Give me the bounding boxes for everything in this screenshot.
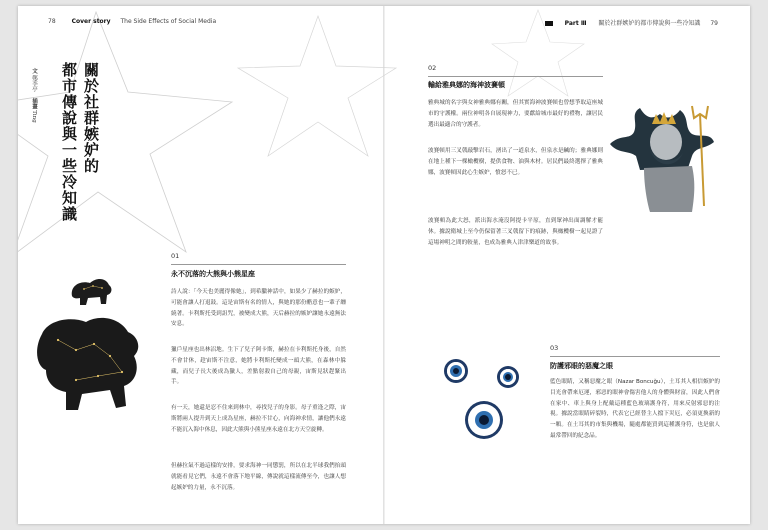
evil-eye-charm [444,359,468,383]
feature-title-line1: 關於社群嫉妒的 [82,62,100,174]
section-paragraph: 藍色眼睛，又稱惡魔之眼（Nazar Boncuğu），土耳其人相信嫉妒的目光會帶來厄運，邪惡的眼神會傷害他人的身體與財富，因此人們會在家中、車上與身上配戴這種藍色玻璃護身符，用來反射邪惡的注視。據說當眼睛碎裂時，代表它已經替主人擋下災厄，必須更換新的一顆。在土耳其的市集與機場，隨處都能買到這種護身符，也是旅人最常帶回的紀念品。 [550,379,720,439]
section-paragraph: 波賽頓為此大怒，派出海水淹沒阿提卡平原，直到眾神出面調解才罷休。據說衛城上至今仍保留著三叉戟留下的痕跡，與橄欖樹一起見證了這場神明之間的較量，也成為雅典人津津樂道的故事。 [428,218,603,246]
section-divider [171,264,346,265]
section-paragraph: 有一天，她還是忍不住來到林中，尋找兒子的身影。母子重逢之際，宙斯將兩人提升到天上成為星座，赫拉不甘心，向海神求情，讓他們永遠不能沉入海中休息，因此大熊與小熊星座永遠在北方天空旋轉。 [171,405,346,433]
writer-name: 鄭季亭 [31,75,37,92]
section-marker-icon [545,21,553,26]
section-paragraph: 獵戶星座也出林沼地。生下了兒子阿卡斯，赫拉在卡利斯托身後，自然不會甘休，趁宙斯不注意，她將卡利斯托變成一頭大熊，在森林中躲藏，而兒子長大後成為獵人，差點射殺自己的母親，宙斯見狀趕緊出手。 [171,347,346,386]
left-header-subtitle: The Side Effects of Social Media [120,18,217,25]
left-section-label: Cover story [71,18,111,25]
section-paragraph: 但赫拉氣不過這樣的安排，要求海神一同懲罰，所以在北半球我們抬頭就能看見它們，永遠不會落下地平線，傳說就這樣流傳至今，也讓人想起嫉妒的力量，永不沉落。 [171,463,346,491]
right-section-label: Part Ⅲ [564,20,587,27]
magazine-spread [18,6,750,524]
section-paragraph: 波賽頓用三叉戟敲擊岩石，湧出了一道泉水，但泉水是鹹的；雅典娜則在地上種下一棵橄欖樹，提供食物、油與木材。居民們最終選擇了雅典娜，波賽頓因此心生嫉妒，憤怒不已。 [428,148,603,176]
poseidon-illustration [600,94,718,214]
section-title: 輸給雅典娜的海神波賽頓 [428,81,505,89]
section-number: 01 [171,252,180,260]
left-page-number: 78 [48,18,56,25]
left-page-header [48,18,216,25]
section-number: 03 [550,344,559,352]
right-page-number: 79 [710,20,718,27]
section-number: 02 [428,64,437,72]
section-title: 防護邪眼的惡魔之眼 [550,362,613,370]
right-header-subtitle: 關於社群嫉妒的都市傳說與一些冷知識 [598,20,701,27]
section-paragraph: 詩人說：「今天也美麗得像她」，到希臘神話中，如果少了赫拉的嫉妒，可能會讓人打退鼓。這是宙斯有名的情人，與她的那份醋意也一輩子纏繞著。卡利斯托受到詛咒，被變成大熊，天后赫拉的嫉妒讓她永遠無法安息。 [171,289,346,328]
feature-title-line2: 都市傳說與一些冷知識 [60,62,78,222]
section-divider [550,356,720,357]
writer-label: 文 [31,68,37,74]
large-star-outline [18,12,232,256]
star-outline-decoration [18,6,750,524]
right-star-outline [238,16,396,156]
byline [29,68,38,188]
section-title: 永不沉落的大熊與小熊星座 [171,270,255,278]
section-divider [428,76,603,77]
feature-title [58,62,102,222]
illustrator-name: Ting [31,110,37,123]
great-bear-constellation-illustration [28,306,148,416]
illustrator-label: 插畫 [31,97,37,109]
right-page-header [545,18,718,27]
small-bear-constellation-illustration [66,274,116,310]
evil-eye-charm [497,366,519,388]
evil-eye-charm [465,401,503,439]
section-paragraph: 雅典城的名字與女神雅典娜有關，但其實海神波賽頓也曾想爭取這座城市的守護權。兩位神明各自展現神力，要獻給城市最好的禮物，讓居民選出最適合的守護者。 [428,100,603,128]
